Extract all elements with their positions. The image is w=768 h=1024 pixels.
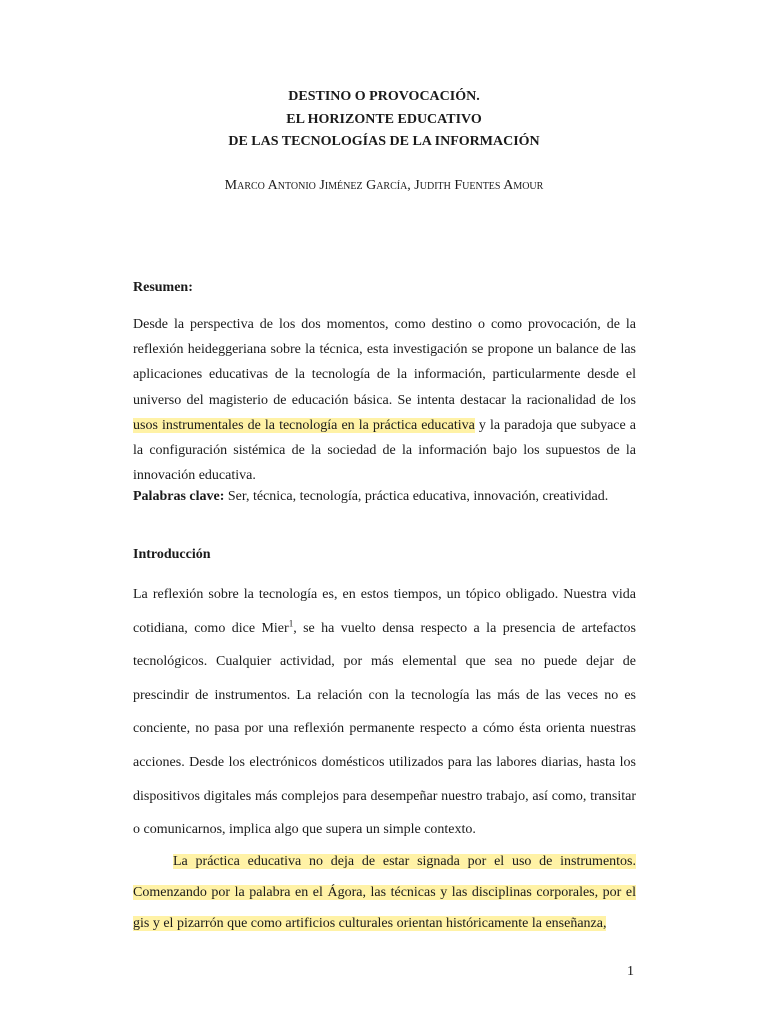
abstract-paragraph [133,312,636,488]
page-number: 1 [627,964,634,979]
intro-heading: Introducción [133,547,211,562]
title-line-1: DESTINO O PROVOCACIÓN. [288,89,480,104]
title-line-3: DE LAS TECNOLOGÍAS DE LA INFORMACIÓN [228,134,540,149]
authors-line: Marco Antonio Jiménez García, Judith Fuentes Amour [224,178,544,193]
intro-paragraph-2-highlight: La práctica educativa no deja de estar signada por el uso de instrumentos. Comenzando por la palabra en el Ágora, las técnicas y las disciplinas corporales, por el gis y el pizarrón que como artificios culturales orientan históricamente la enseñanza, [133,854,636,931]
intro-text-end: , se ha vuelto densa respecto a la presencia de artefactos tecnológicos. Cualquier actividad, por más elemental que sea no puede dejar de prescindir de instrumentos. La relación con la tecnología las más de las veces no es conciente, no pasa por una reflexión permanente respecto a cómo ésta orienta nuestras acciones. Desde los electrónicos domésticos utilizados para las labores diarias, hasta los dispositivos digitales más complejos para desempeñar nuestro trabajo, así como, transitar o comunicarnos, implica algo que supera un simple contexto. [133,620,636,838]
title-line-2: EL HORIZONTE EDUCATIVO [286,111,482,127]
abstract-highlight: usos instrumentales de la tecnología en la práctica educativa [133,417,475,433]
keywords-list: Ser, técnica, tecnología, práctica educativa, innovación, creatividad. [224,489,609,504]
abstract-text-end: y la paradoja que subyace a la configuración sistémica de la sociedad de la información bajo los supuestos de la innovación educativa. [133,417,636,484]
intro-paragraph [133,578,636,847]
document-title [0,86,768,154]
abstract-text-start: Desde la perspectiva de los dos momentos, como destino o como provocación, de la reflexión heideggeriana sobre la técnica, esta investigación se propone un balance de las aplicaciones educativas de la tecnología de la información, particularmente desde el universo del magisterio de educación básica. Se intenta destacar la racionalidad de los [133,317,636,408]
intro-paragraph-2 [133,846,636,939]
footnote-ref: 1 [288,617,294,628]
keywords-line [133,486,636,508]
intro-text-start: La reflexión sobre la tecnología es, en estos tiempos, un tópico obligado. Nuestra vida cotidiana, como dice Mier [133,587,636,636]
abstract-heading: Resumen: [133,280,193,295]
keywords-label: Palabras clave: [133,489,225,504]
